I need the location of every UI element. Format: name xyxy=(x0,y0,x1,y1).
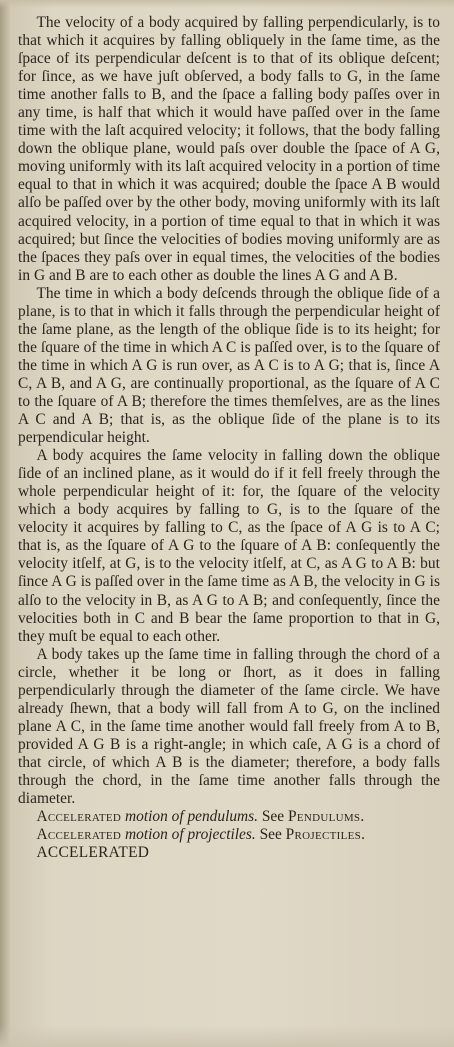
entry-accelerated-projectiles xyxy=(18,826,440,844)
entry-term: Accelerated xyxy=(36,808,122,826)
paragraph-time-oblique-side: The time in which a body deſcends through the oblique ſide of a plane, is to that in which it falls through the perpendicular height of the ſame plane, as the length of the oblique ſide is to its height; for the ſquare of the time in which A C is paſſed over, is to the ſquare of the time in which A G is run over, as A C is to A G; that is, ſince A C, A B, and A G, are continually proportional, as the ſquare of A C to the ſquare of A B; therefore the times themſelves, are as the lines A C and A B; that is, as the oblique ſide of the plane is to its perpendicular height. xyxy=(18,284,440,447)
entry-cut-off xyxy=(18,844,440,862)
entry-subject: motion of projectiles. xyxy=(125,826,256,844)
paragraph-chord-of-circle: A body takes up the ſame time in falling through the chord of a circle, whether it be long or ſhort, as it does in falling perpendicularly through the diameter of the ſame circle. We have already ſhewn, that a body will fall from A to G, on the inclined plane A C, in the ſame time another would fall freely from A to B, provided A G B is a right-angle; in which caſe, A G is a chord of that circle, of which A B is the diameter; therefore, a body falls through the chord, in the ſame time another falls through the diameter. xyxy=(18,645,440,808)
cut-off-term: ACCELERATED xyxy=(36,844,150,862)
paragraph-velocity-oblique-descent: The velocity of a body acquired by falling perpendicularly, is to that which it acquires by falling obliquely in the ſame time, as the ſpace of its perpendicular deſcent is to that of its oblique deſcent; for ſince, as we have juſt obſerved, a body falls to G, in the ſame time another falls to B, and the ſpace a falling body paſſes over in any time, is half that which it would have paſſed over in the ſame time with the laſt acquired velocity; it follows, that the body falling down the oblique plane, would paſs over double the ſpace of A G, moving uniformly with its laſt acquired velocity in a portion of time equal to that in which it was acquired; double the ſpace A B would alſo be paſſed over by the other body, moving uniformly with its laſt acquired velocity, in a portion of time equal to that in which it was acquired; but ſince the velocities of bodies moving uniformly are as the ſpaces they paſs over in equal times, the velocities of the bodies in G and B are to each other as double the lines A G and A B. xyxy=(18,14,440,284)
page-bottom-fade xyxy=(0,1025,454,1047)
entry-see: See xyxy=(259,826,282,844)
paragraph-same-velocity-inclined-plane: A body acquires the ſame velocity in falling down the oblique ſide of an inclined plane, as it would do if it fell freely through the whole perpendicular height of it: for, the ſquare of the velocity which a body acquires by falling to G, is to the ſquare of the velocity it acquires by falling to C, as the ſpace of A G is to A C; that is, as the ſquare of A G to the ſquare of A B: conſequently the velocity itſelf, at G, is to the velocity itſelf, at C, as A G to A B: but ſince A G is paſſed over in the ſame time as A B, the velocity in G is alſo to the velocity in B, as A G to A B; and conſequently, ſince the velocities both in C and B bear the ſame proportion to that in G, they muſt be equal to each other. xyxy=(18,447,440,645)
entry-reference: Pendulums. xyxy=(287,808,365,826)
page-top-edge xyxy=(0,0,454,8)
entry-see: See xyxy=(261,808,285,826)
entry-reference: Projectiles. xyxy=(285,826,366,844)
entry-term: Accelerated xyxy=(36,826,122,844)
entry-subject: motion of pendulums. xyxy=(125,808,258,826)
page-gutter-shadow xyxy=(0,0,10,1047)
entry-accelerated-pendulums xyxy=(18,808,440,826)
